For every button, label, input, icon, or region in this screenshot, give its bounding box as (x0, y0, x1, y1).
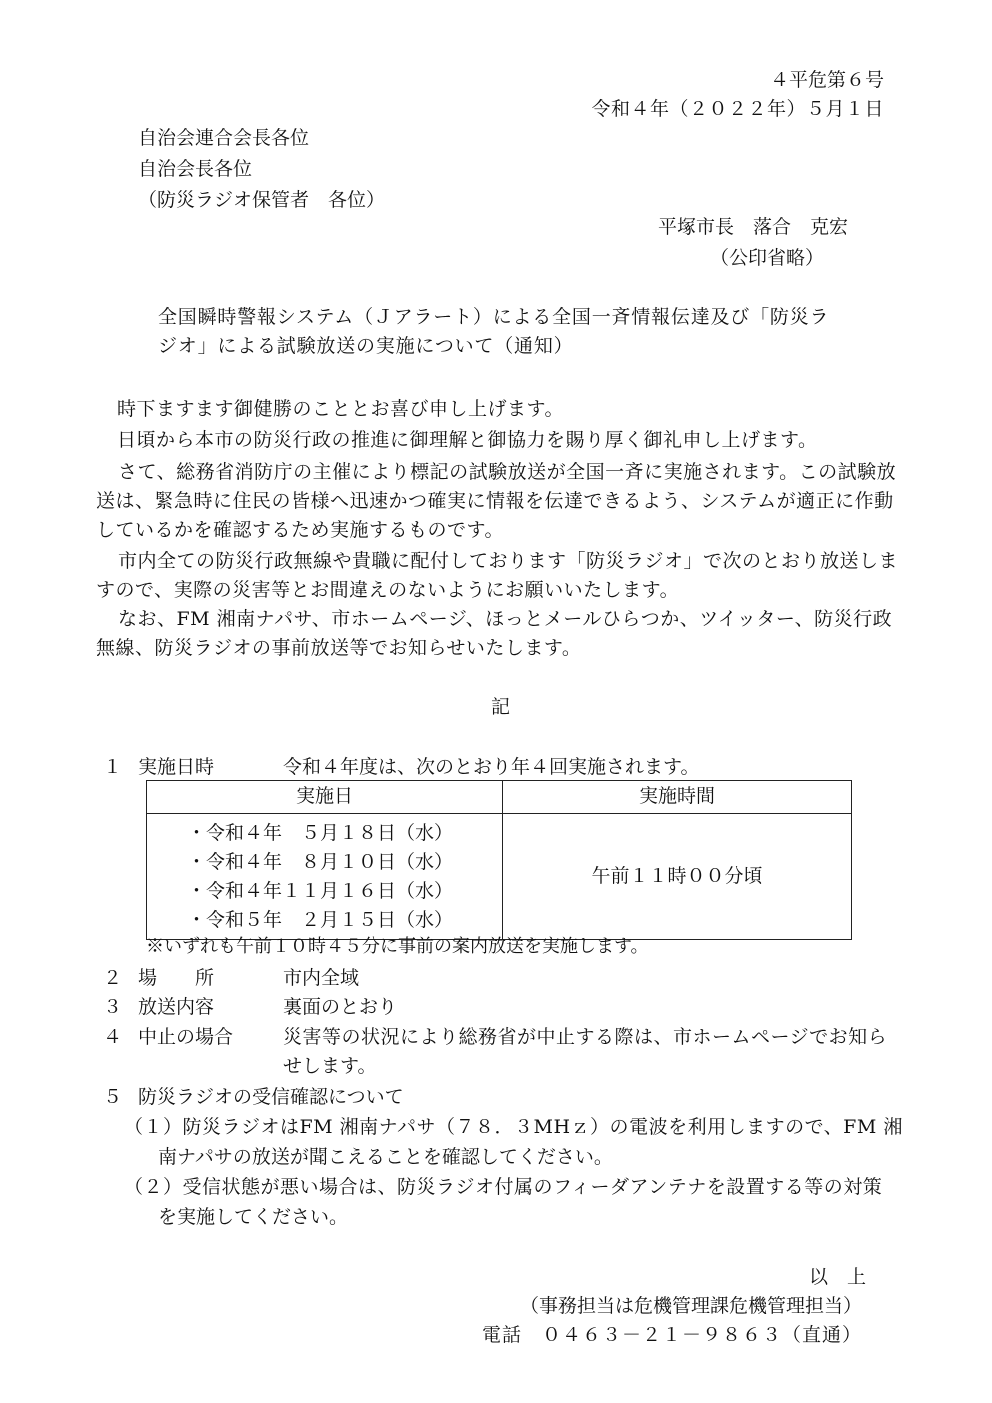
schedule-table (146, 780, 852, 940)
body-paragraph-thanks: 日頃から本市の防災行政の推進に御理解と御協力を賜り厚く御礼申し上げます。 (117, 429, 818, 451)
item-2-label: 場 所 (138, 967, 215, 989)
item-2-number: ２ (103, 967, 123, 989)
subject-line-1: 全国瞬時警報システム（Ｊアラート）による全国一斉情報伝達及び「防災ラ (158, 306, 830, 328)
issue-date: 令和４年（２０２２年）５月１日 (591, 98, 884, 120)
item-2-value: 市内全域 (283, 967, 360, 989)
item-3-label: 放送内容 (138, 996, 215, 1018)
item-1-label: 実施日時 (138, 756, 215, 778)
item-4-label: 中止の場合 (138, 1026, 234, 1048)
subject-line-2: ジオ」による試験放送の実施について（通知） (158, 335, 574, 357)
recipient-2: 自治会長各位 (138, 158, 253, 180)
recipient-1: 自治会連合会長各位 (138, 127, 310, 149)
item-5-sub2-line-2: を実施してください。 (158, 1206, 349, 1228)
seal-omitted-note: （公印省略） (710, 247, 825, 269)
item-3-number: ３ (103, 996, 123, 1018)
schedule-date-3: ・令和４年１１月１６日（水） (187, 880, 454, 902)
body-paragraph-greeting: 時下ますます御健勝のこととお喜び申し上げます。 (117, 398, 564, 420)
body-paragraph-purpose: さて、総務省消防庁の主催により標記の試験放送が全国一斉に実施されます。この試験放送は、緊急時に住民の皆様へ迅速かつ確実に情報を伝達できるよう、システムが適正に作動しているかを確認するため実施するものです。 (96, 461, 897, 541)
item-4-value-line-2: せします。 (283, 1055, 377, 1077)
item-5-label: 防災ラジオの受信確認について (138, 1086, 404, 1108)
sender-name: 平塚市長 落合 克宏 (658, 216, 849, 238)
item-4-number: ４ (103, 1026, 123, 1048)
contact-department: （事務担当は危機管理課危機管理担当） (519, 1295, 862, 1317)
item-5-sub2-line-1: （２）受信状態が悪い場合は、防災ラジオ付属のフィーダアンテナを設置する等の対策 (124, 1176, 883, 1198)
item-1-value: 令和４年度は、次のとおり年４回実施されます。 (283, 756, 700, 778)
schedule-date-2: ・令和４年 ８月１０日（水） (187, 851, 454, 873)
item-4-value-line-1: 災害等の状況により総務省が中止する際は、市ホームページでお知ら (283, 1026, 888, 1048)
ki-heading: 記 (491, 696, 511, 718)
document-number: ４平危第６号 (769, 69, 884, 91)
item-5-number: ５ (103, 1086, 123, 1108)
schedule-time: 午前１１時００分頃 (503, 814, 852, 940)
item-3-value: 裏面のとおり (283, 996, 398, 1018)
body-paragraph-broadcast: 市内全ての防災行政無線や貴職に配付しております「防災ラジオ」で次のとおり放送しますので、実際の災害等とお間違えのないようにお願いいたします。 (96, 550, 899, 601)
item-5-sub1-line-1: （１）防災ラジオはFM 湘南ナパサ（７８．３MHｚ）の電波を利用しますので、FM 湘 (124, 1116, 903, 1138)
item-5-sub1-line-2: 南ナパサの放送が聞こえることを確認してください。 (158, 1146, 613, 1168)
body-paragraph-notice: なお、FM 湘南ナパサ、市ホームページ、ほっとメールひらつか、ツイッター、防災行政無線、防災ラジオの事前放送等でお知らせいたします。 (96, 608, 893, 659)
table-header-date: 実施日 (147, 781, 503, 814)
table-dates-cell (147, 814, 503, 940)
closing-ijou: 以 上 (808, 1266, 866, 1288)
schedule-date-4: ・令和５年 ２月１５日（水） (187, 909, 454, 931)
schedule-date-1: ・令和４年 ５月１８日（水） (187, 822, 454, 844)
recipient-3: （防災ラジオ保管者 各位） (138, 189, 386, 211)
schedule-note: ※いずれも午前１０時４５分に事前の案内放送を実施します。 (146, 936, 649, 957)
table-header-time: 実施時間 (503, 781, 852, 814)
item-1-number: １ (103, 756, 123, 778)
contact-phone: 電話 ０４６３－２１－９８６３（直通） (481, 1324, 862, 1346)
